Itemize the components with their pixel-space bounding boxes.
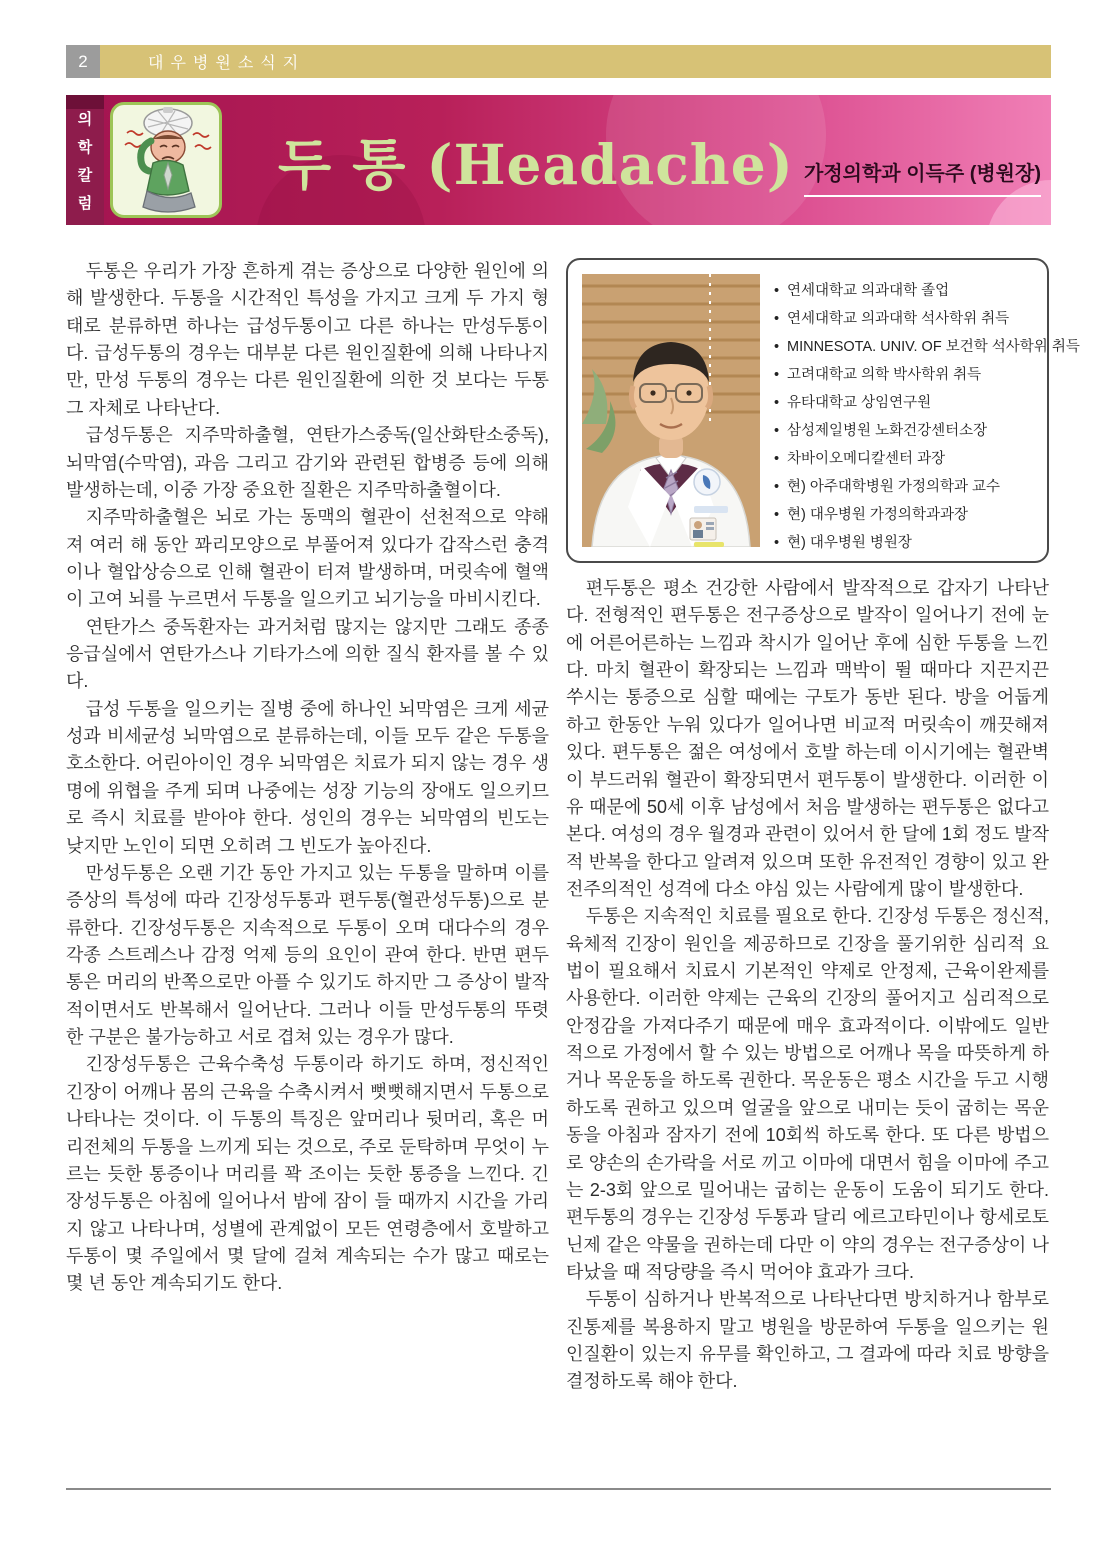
paragraph: 지주막하출혈은 뇌로 가는 동맥의 혈관이 선천적으로 약해져 여러 해 동안 꽈리모양으로 부풀어져 있다가 갑작스런 충격이나 혈압상승으로 인해 혈관이 터져 발생하며, 머릿속에 혈액이 고여 뇌를 누르면서 두통을 일으키고 뇌기능을 마비시킨다. (66, 507, 549, 610)
doctor-photo (582, 274, 760, 547)
column-label-char: 럼 (77, 194, 93, 212)
paragraph: 만성두통은 오랜 기간 동안 가지고 있는 두통을 말하며 이를 증상의 특성에 따라 긴장성두통과 편두통(혈관성두통)으로 분류한다. 긴장성두통은 지속적으로 두통이 오며 대다수의 경우 각종 스트레스나 감정 억제 등의 요인이 관여 한다. 반면 편두통은 머리의 반쪽으로만 아플 수 있기도 하지만 그 증상이 발작적이면서도 반복해서 일어난다. 그러나 이들 만성두통의 뚜렷한 구분은 불가능하고 서로 겹쳐 있는 경우가 많다. (66, 862, 549, 1048)
column-label-char: 학 (77, 138, 93, 156)
article-byline: 가정의학과 이득주 (병원장) (804, 157, 1041, 197)
credential-item: • 현) 아주대학병원 가정의학과 교수 (774, 474, 1080, 502)
paragraph: 긴장성두통은 근육수축성 두통이라 하기도 하며, 정신적인 긴장이 어깨나 몸의 근육을 수축시켜서 뻣뻣해지면서 두통으로 나타나는 것이다. 이 두통의 특징은 앞머리나 뒷머리, 혹은 머리전체의 두통을 느끼게 되는 것으로, 주로 둔탁하며 무엇이 누르는 듯한 통증이나 머리를 꽉 조이는 듯한 통증을 느낀다. 긴장성두통은 아침에 일어나서 밤에 잠이 들 때까지 시간을 가리지 않고 나타나며, 성별에 관계없이 모든 연령층에서 호발하고 두통이 몇 주일에서 몇 달에 걸쳐 계속되는 수가 많고 때로는 몇 년 동안 계속되기도 한다. (66, 1054, 549, 1294)
paragraph: 편두통은 평소 건강한 사람에서 발작적으로 갑자기 나타난다. 전형적인 편두통은 전구증상으로 발작이 일어나기 전에 눈에 어른어른하는 느낌과 착시가 일어난 후에 심한 두통을 느낀다. 마치 혈관이 확장되는 느낌과 맥박이 뛸 때마다 지끈지끈 쑤시는 통증으로 심할 때에는 구토가 동반 된다. 방을 어둡게 하고 한동안 누워 있다가 일어나면 비교적 머릿속이 깨끗해져있다. 편두통은 젊은 여성에서 호발 하는데 이시기에는 혈관벽이 부드러워 혈관이 확장되면서 편두통이 발생한다. 이러한 이유 때문에 50세 이후 남성에서 처음 발생하는 편두통은 없다고 본다. 여성의 경우 월경과 관련이 있어서 한 달에 1회 정도 발작적 반복을 한다고 알려져 있으며 또한 유전적인 경향이 있고 완전주의적인 성격에 다소 야심 있는 사람에게 많이 발생한다. (566, 578, 1049, 899)
paragraph: 두통은 지속적인 치료를 필요로 한다. 긴장성 두통은 정신적, 육체적 긴장이 원인을 제공하므로 긴장을 풀기위한 심리적 요법이 필요해서 치료시 기본적인 약제로 안정제, 근육이완제를 사용한다. 이러한 약제는 근육의 긴장의 풀어지고 심리적으로 안정감을 가져다주기 때문에 매우 효과적이다. 이밖에도 일반적으로 가정에서 할 수 있는 방법으로 어깨나 목을 따뜻하게 하거나 목운동을 하도록 권한다. 목운동은 평소 시간을 두고 시행하도록 권하고 있으며 얼굴을 앞으로 내미는 듯이 굽히는 목운동을 아침과 잠자기 전에 10회씩 하도록 한다. 또 다른 방법으로 양손의 손가락을 서로 끼고 이마에 대면서 힘을 이마에 주고는 2-3회 앞으로 밀어내는 굽히는 운동이 도움이 되기도 한다. 편두통의 경우는 긴장성 두통과 달리 에르고타민이나 항세로토닌제 같은 약물을 권하는데 다만 이 약의 경우는 전구증상이 나타났을 때 적당량을 즉시 먹어야 효과가 크다. (566, 906, 1049, 1282)
credential-item: • 현) 대우병원 가정의학과과장 (774, 502, 1080, 530)
article-banner (66, 95, 1051, 225)
doctor-profile-box (566, 258, 1080, 563)
headache-cartoon-icon (110, 102, 222, 218)
newsletter-title: 대우병원소식지 (100, 45, 1051, 78)
credential-item: • 고려대학교 의학 박사학위 취득 (774, 362, 1080, 390)
credential-item: • 연세대학교 의과대학 졸업 (774, 278, 1080, 306)
article-right-column (566, 258, 1080, 1396)
paragraph: 두통은 우리가 가장 흔하게 겪는 증상으로 다양한 원인에 의해 발생한다. 두통을 시간적인 특성을 가지고 크게 두 가지 형태로 분류하면 하나는 급성두통이고 다른 하나는 만성두통이다. 급성두통의 경우는 대부분 다른 원인질환에 의해 나타나지만, 만성 두통의 경우는 다른 원인질환에 의한 것 보다는 두통 그 자체로 나타난다. (66, 261, 549, 418)
credential-item: • 유타대학교 상임연구원 (774, 390, 1080, 418)
paragraph: 급성두통은 지주막하출혈, 연탄가스중독(일산화탄소중독), 뇌막염(수막염), 과음 그리고 감기와 관련된 합병증 등에 의해 발생하는데, 이중 가장 중요한 질환은 지주막하출혈이다. (66, 425, 549, 500)
medical-column-label (66, 95, 104, 225)
article-left-column (66, 258, 549, 1298)
paragraph: 연탄가스 중독환자는 과거처럼 많지는 않지만 그래도 종종 응급실에서 연탄가스나 기타가스에 의한 질식 환자를 볼 수 있다. (66, 616, 549, 692)
paragraph: 급성 두통을 일으키는 질병 중에 하나인 뇌막염은 크게 세균성과 비세균성 뇌막염으로 분류하는데, 이들 모두 같은 두통을 호소한다. 어린아이인 경우 뇌막염은 치료가 되지 않는 경우 생명에 위협을 주게 되며 나중에는 성장 기능의 장애도 일으키므로 즉시 치료를 받아야 한다. 성인의 경우는 뇌막염의 빈도는 낮지만 노인이 되면 오히려 그 빈도가 높아진다. (66, 698, 549, 856)
paragraph: 두통이 심하거나 반복적으로 나타난다면 방치하거나 함부로 진통제를 복용하지 말고 병원을 방문하여 두통을 일으키는 원인질환이 있는지 유무를 확인하고, 그 결과에 따라 치료 방향을 결정하도록 해야 한다. (566, 1289, 1049, 1392)
credential-item: • 현) 대우병원 병원장 (774, 530, 1080, 558)
page-header (66, 45, 1051, 78)
credential-item: • 차바이오메디칼센터 과장 (774, 446, 1080, 474)
page-number: 2 (66, 45, 100, 78)
column-label-char: 의 (77, 110, 93, 128)
credential-item: • 삼성제일병원 노화건강센터소장 (774, 418, 1080, 446)
doctor-credentials-list (774, 278, 1080, 551)
credential-item: • MINNESOTA. UNIV. OF 보건학 석사학위 취득 (774, 334, 1080, 362)
credential-item: • 연세대학교 의과대학 석사학위 취득 (774, 306, 1080, 334)
column-label-char: 칼 (77, 166, 93, 184)
article-title: 두 통 (Headache) (278, 132, 794, 197)
footer-divider (66, 1488, 1051, 1490)
